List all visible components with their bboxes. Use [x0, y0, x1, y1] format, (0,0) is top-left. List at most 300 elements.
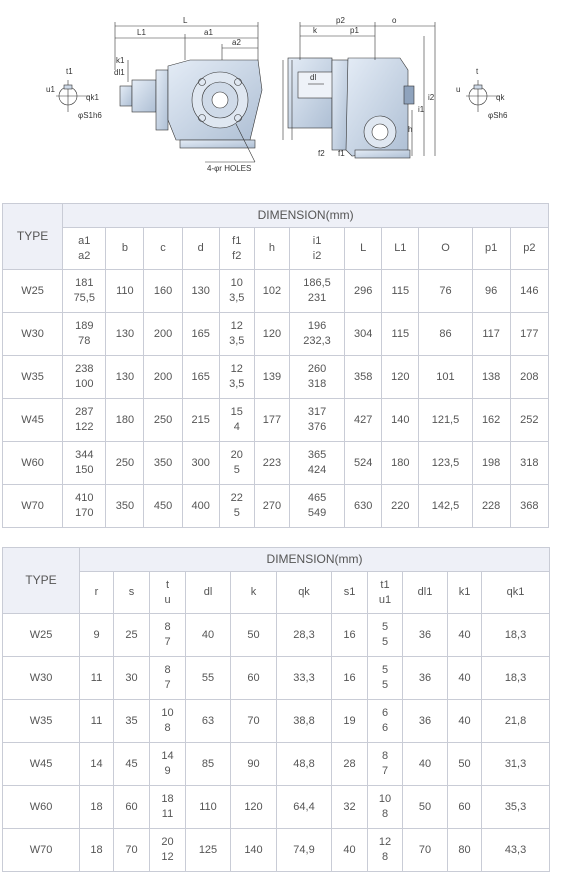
column-header	[219, 228, 254, 270]
cell-value: 40	[201, 628, 215, 641]
cell-value: 75,5	[73, 292, 95, 304]
cell-value: 7	[164, 679, 171, 691]
table-cell	[472, 270, 510, 313]
dim-label-a2: a2	[232, 38, 241, 47]
cell-value: 3,5	[229, 335, 245, 347]
table-cell	[403, 614, 448, 657]
table-cell	[106, 399, 144, 442]
dim-label-o: o	[392, 16, 397, 25]
row-type: W30	[3, 657, 80, 700]
table-cell	[182, 356, 219, 399]
table-cell	[80, 657, 114, 700]
gearbox-technical-drawing	[0, 0, 571, 190]
table-cell	[419, 313, 472, 356]
column-header	[448, 572, 482, 614]
dim-label-dl1: dl1	[114, 68, 125, 77]
table-cell	[150, 657, 186, 700]
cell-value: 28,3	[293, 628, 315, 641]
cell-value: 5	[381, 636, 389, 648]
table-cell	[231, 657, 277, 700]
cell-value: 4	[233, 421, 240, 433]
table-cell	[114, 743, 150, 786]
cell-value: r	[94, 586, 99, 598]
cell-value: b	[121, 242, 128, 254]
table-cell	[277, 700, 332, 743]
table-cell	[106, 485, 144, 528]
column-header	[186, 572, 231, 614]
dim-label-a1: a1	[204, 28, 213, 37]
dim-label-k1: k1	[116, 56, 125, 65]
table-cell	[182, 399, 219, 442]
cell-value: 20	[161, 836, 174, 848]
cell-value: 270	[262, 499, 282, 512]
table-cell	[106, 356, 144, 399]
table-cell	[186, 700, 231, 743]
table-cell	[482, 657, 550, 700]
cell-value: 424	[307, 464, 327, 476]
table-cell	[403, 657, 448, 700]
table-cell	[345, 442, 382, 485]
cell-value: 365	[307, 449, 327, 461]
cell-value: 250	[153, 413, 173, 426]
cell-value: 130	[115, 327, 135, 340]
table-cell	[510, 399, 548, 442]
column-header	[332, 572, 368, 614]
table-cell	[144, 442, 182, 485]
cell-value: 177	[262, 413, 282, 426]
dimension-header: DIMENSION(mm)	[63, 204, 549, 228]
table-cell	[277, 743, 332, 786]
table-cell	[182, 485, 219, 528]
cell-value: 100	[75, 378, 94, 390]
cell-value: 11	[90, 671, 103, 684]
cell-value: 38,8	[293, 714, 315, 727]
table-cell	[448, 786, 482, 829]
cell-value: qk	[298, 586, 310, 598]
cell-value: 450	[153, 499, 173, 512]
cell-value: 40	[343, 843, 356, 856]
table-cell	[289, 485, 344, 528]
table-row	[3, 313, 549, 356]
row-type: W60	[3, 442, 63, 485]
cell-value: dl	[203, 586, 213, 598]
cell-value: 317	[307, 406, 327, 418]
cell-value: 16	[343, 671, 356, 684]
cell-value: 35	[125, 714, 138, 727]
table-cell	[63, 485, 106, 528]
table-cell	[231, 743, 277, 786]
cell-value: h	[268, 242, 275, 254]
cell-value: 25	[125, 628, 138, 641]
dim-label-L: L	[183, 16, 188, 25]
cell-value: 260	[307, 363, 327, 375]
table-cell	[448, 657, 482, 700]
table-cell	[80, 743, 114, 786]
table-cell	[332, 614, 368, 657]
cell-value: 90	[247, 757, 260, 770]
cell-value: 296	[354, 284, 373, 297]
cell-value: 252	[520, 413, 539, 426]
cell-value: 12	[230, 363, 243, 375]
cell-value: 350	[115, 499, 135, 512]
cell-value: i1	[312, 234, 322, 247]
cell-value: 165	[191, 370, 210, 383]
row-type: W35	[3, 356, 63, 399]
table-cell	[382, 485, 419, 528]
cell-value: 8	[164, 621, 171, 633]
table-cell	[63, 399, 106, 442]
table-cell	[510, 270, 548, 313]
table-cell	[231, 829, 277, 872]
table-cell	[114, 657, 150, 700]
cell-value: 18	[90, 800, 103, 813]
cell-value: 8	[164, 722, 171, 734]
table-cell	[219, 270, 254, 313]
cell-value: t	[165, 578, 170, 591]
dim-label-t: t	[476, 67, 479, 76]
table-row	[3, 829, 550, 872]
table-cell	[231, 700, 277, 743]
table-cell	[289, 399, 344, 442]
cell-value: 5	[233, 507, 240, 519]
dim-label-p2: p2	[336, 16, 345, 25]
cell-value: 60	[125, 800, 138, 813]
dimension-table-1	[2, 203, 549, 528]
cell-value: 78	[78, 335, 91, 347]
cell-value: 465	[307, 492, 327, 504]
cell-value: 64,4	[293, 800, 315, 813]
table-cell	[510, 442, 548, 485]
table-cell	[482, 786, 550, 829]
dim-label-k: k	[313, 26, 317, 35]
cell-value: 28	[343, 757, 356, 770]
cell-value: a2	[78, 249, 91, 262]
table-cell	[186, 657, 231, 700]
table-cell	[144, 485, 182, 528]
cell-value: 35,3	[504, 800, 527, 813]
cell-value: 6	[381, 722, 389, 734]
table-cell	[186, 786, 231, 829]
table-row	[3, 743, 550, 786]
cell-value: 304	[354, 327, 373, 340]
table-cell	[150, 743, 186, 786]
cell-value: 208	[520, 370, 539, 383]
cell-value: 16	[343, 628, 356, 641]
cell-value: 350	[153, 456, 173, 469]
table-cell	[482, 614, 550, 657]
cell-value: 76	[439, 284, 452, 297]
table-cell	[219, 485, 254, 528]
cell-value: 115	[391, 327, 410, 340]
table-cell	[368, 614, 403, 657]
cell-value: 5	[381, 679, 389, 691]
table-row	[3, 657, 550, 700]
table-cell	[472, 313, 510, 356]
column-header	[182, 228, 219, 270]
cell-value: 14	[90, 757, 103, 770]
row-type: W30	[3, 313, 63, 356]
table-cell	[368, 829, 403, 872]
table-cell	[254, 313, 289, 356]
table-cell	[150, 700, 186, 743]
cell-value: 11	[161, 808, 174, 820]
table-cell	[332, 657, 368, 700]
table-cell	[254, 399, 289, 442]
cell-value: 139	[262, 370, 282, 383]
table-cell	[106, 442, 144, 485]
cell-value: 10	[230, 277, 243, 289]
cell-value: 22	[230, 492, 243, 504]
table-cell	[382, 399, 419, 442]
cell-value: 101	[436, 370, 455, 383]
dim-label-p1: p1	[350, 26, 359, 35]
row-type: W35	[3, 700, 80, 743]
cell-value: 231	[307, 292, 327, 304]
dim-label-f2: f2	[318, 149, 325, 158]
cell-value: 11	[90, 714, 103, 727]
table-cell	[80, 700, 114, 743]
table-cell	[368, 657, 403, 700]
dim-label-holes: 4-φr HOLES	[207, 164, 252, 173]
cell-value: 110	[116, 284, 134, 297]
table-cell	[419, 356, 472, 399]
cell-value: 181	[75, 277, 94, 289]
table-cell	[289, 270, 344, 313]
cell-value: 318	[520, 456, 539, 469]
column-header	[80, 572, 114, 614]
table-row	[3, 356, 549, 399]
cell-value: 150	[75, 464, 94, 476]
row-type: W60	[3, 786, 80, 829]
row-type: W25	[3, 270, 63, 313]
table-cell	[510, 313, 548, 356]
table-cell	[472, 399, 510, 442]
cell-value: 180	[391, 456, 410, 469]
cell-value: 223	[262, 456, 282, 469]
table-cell	[345, 313, 382, 356]
table-cell	[254, 270, 289, 313]
cell-value: 33,3	[293, 671, 315, 684]
table-cell	[448, 700, 482, 743]
table-row	[3, 399, 549, 442]
table-cell	[482, 743, 550, 786]
cell-value: s1	[343, 586, 356, 598]
cell-value: 200	[153, 327, 173, 340]
cell-value: p2	[523, 242, 536, 254]
cell-value: 50	[458, 757, 471, 770]
table-cell	[186, 743, 231, 786]
cell-value: 189	[75, 320, 94, 332]
dim-label-sh6: φSh6	[488, 111, 508, 120]
dim-label-s1h6: φS1h6	[78, 111, 102, 120]
cell-value: i2	[312, 249, 322, 262]
table-cell	[403, 700, 448, 743]
table-row	[3, 442, 549, 485]
table-cell	[419, 399, 472, 442]
table-cell	[219, 313, 254, 356]
cell-value: u	[164, 593, 171, 606]
cell-value: 368	[520, 499, 539, 512]
table-row	[3, 270, 549, 313]
cell-value: 36	[418, 671, 432, 684]
table-cell	[510, 356, 548, 399]
cell-value: dl1	[417, 586, 433, 598]
dim-label-i2: i2	[428, 93, 435, 102]
cell-value: 140	[244, 843, 263, 856]
table-cell	[254, 442, 289, 485]
cell-value: 40	[418, 757, 432, 770]
cell-value: 318	[307, 378, 327, 390]
table-cell	[63, 313, 106, 356]
table-cell	[345, 485, 382, 528]
cell-value: 165	[191, 327, 210, 340]
table-cell	[114, 700, 150, 743]
table-cell	[182, 313, 219, 356]
table-cell	[106, 313, 144, 356]
cell-value: 36	[418, 628, 432, 641]
table-cell	[150, 786, 186, 829]
cell-value: 8	[381, 808, 389, 820]
table-cell	[231, 614, 277, 657]
cell-value: 9	[164, 765, 171, 777]
column-header	[419, 228, 472, 270]
table-cell	[419, 442, 472, 485]
column-header	[254, 228, 289, 270]
cell-value: 86	[439, 327, 452, 340]
cell-value: 300	[191, 456, 210, 469]
cell-value: 80	[458, 843, 471, 856]
cell-value: 5	[381, 664, 389, 676]
table-cell	[254, 485, 289, 528]
column-header	[368, 572, 403, 614]
table-cell	[332, 700, 368, 743]
cell-value: 21,8	[504, 714, 527, 727]
dim-label-h: h	[408, 125, 413, 134]
cell-value: 15	[230, 406, 243, 418]
cell-value: 198	[481, 456, 501, 469]
cell-value: 130	[115, 370, 135, 383]
table-cell	[144, 399, 182, 442]
cell-value: 48,8	[293, 757, 315, 770]
cell-value: O	[441, 242, 450, 254]
cell-value: 120	[391, 370, 410, 383]
table-cell	[332, 786, 368, 829]
cell-value: 215	[191, 413, 210, 426]
table-cell	[345, 356, 382, 399]
table-cell	[63, 442, 106, 485]
cell-value: 130	[191, 284, 210, 297]
cell-value: 32	[343, 800, 356, 813]
dim-label-i1: i1	[418, 105, 425, 114]
cell-value: 63	[201, 714, 215, 727]
table-cell	[106, 270, 144, 313]
table-cell	[231, 786, 277, 829]
cell-value: 40	[458, 628, 471, 641]
column-header	[231, 572, 277, 614]
cell-value: 125	[198, 843, 218, 856]
table-cell	[80, 614, 114, 657]
table-cell	[448, 829, 482, 872]
cell-value: 524	[354, 456, 373, 469]
table-cell	[368, 700, 403, 743]
table-row	[3, 786, 550, 829]
table-cell	[382, 270, 419, 313]
cell-value: f1	[232, 234, 242, 247]
cell-value: 50	[418, 800, 432, 813]
cell-value: 344	[75, 449, 94, 461]
cell-value: 220	[391, 499, 410, 512]
table-cell	[472, 485, 510, 528]
table-cell	[80, 786, 114, 829]
table-cell	[448, 743, 482, 786]
column-header	[114, 572, 150, 614]
cell-value: 74,9	[293, 843, 315, 856]
table-cell	[289, 442, 344, 485]
dim-label-dl: dl	[310, 73, 317, 82]
dim-label-f1: f1	[338, 149, 345, 158]
table-cell	[448, 614, 482, 657]
dim-label-u: u	[456, 85, 461, 94]
table-cell	[403, 829, 448, 872]
column-header	[150, 572, 186, 614]
cell-value: 358	[354, 370, 373, 383]
column-header	[63, 228, 106, 270]
table-cell	[277, 614, 332, 657]
cell-value: 70	[418, 843, 432, 856]
cell-value: 43,3	[504, 843, 527, 856]
cell-value: 232,3	[303, 335, 331, 347]
cell-value: 3,5	[229, 292, 245, 304]
cell-value: 7	[164, 636, 171, 648]
table-cell	[63, 356, 106, 399]
cell-value: s	[128, 586, 135, 598]
cell-value: 12	[161, 851, 174, 863]
column-header	[106, 228, 144, 270]
column-header	[144, 228, 182, 270]
cell-value: 146	[520, 284, 539, 297]
cell-value: 50	[247, 628, 260, 641]
cell-value: 427	[354, 413, 373, 426]
row-type: W70	[3, 485, 63, 528]
dim-label-qk: qk	[496, 93, 505, 102]
table-cell	[219, 442, 254, 485]
cell-value: 110	[199, 800, 217, 813]
cell-value: 20	[230, 449, 243, 461]
table-cell	[345, 270, 382, 313]
table-cell	[419, 270, 472, 313]
cell-value: 45	[125, 757, 138, 770]
cell-value: 96	[485, 284, 498, 297]
table-cell	[182, 270, 219, 313]
table-cell	[510, 485, 548, 528]
table-cell	[114, 786, 150, 829]
table-cell	[403, 743, 448, 786]
column-header	[277, 572, 332, 614]
cell-value: 102	[262, 284, 282, 297]
cell-value: 12	[230, 320, 243, 332]
cell-value: 12	[378, 836, 392, 848]
dimension-table-2	[2, 547, 550, 872]
table-row	[3, 485, 549, 528]
dim-label-u1: u1	[46, 85, 55, 94]
cell-value: p1	[485, 242, 498, 254]
table-row	[3, 700, 550, 743]
cell-value: 140	[391, 413, 410, 426]
table-cell	[482, 829, 550, 872]
row-type: W70	[3, 829, 80, 872]
cell-value: k1	[458, 586, 471, 598]
cell-value: 117	[482, 327, 500, 340]
